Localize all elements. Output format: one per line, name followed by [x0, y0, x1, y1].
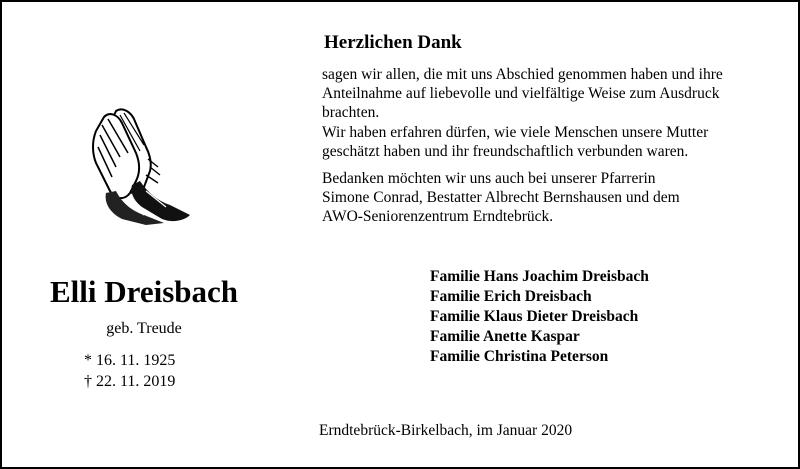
text-line: Anteilnahme auf liebevolle und vielfältige Weise zum Ausdruck [322, 85, 720, 102]
families-list [430, 267, 649, 367]
text-line: sagen wir allen, die mit uns Abschied genommen haben und ihre [322, 66, 723, 83]
text-line: AWO-Seniorenzentrum Erndtebrück. [322, 208, 554, 225]
deceased-name: Elli Dreisbach [49, 274, 239, 309]
family-item: Familie Hans Joachim Dreisbach [430, 268, 649, 285]
place-and-date: Erndtebrück-Birkelbach, im Januar 2020 [319, 422, 573, 439]
life-dates [84, 350, 175, 392]
thanks-paragraph-2 [322, 123, 792, 161]
family-item: Familie Christina Peterson [430, 348, 609, 365]
text-line: Simone Conrad, Bestatter Albrecht Bernshausen und dem [322, 189, 680, 206]
birth-date: * 16. 11. 1925 [84, 352, 176, 369]
notice-heading: Herzlichen Dank [324, 32, 462, 53]
text-line: brachten. [322, 104, 380, 121]
thanks-paragraph-1 [322, 65, 792, 122]
family-item: Familie Erich Dreisbach [430, 288, 592, 305]
birth-name: geb. Treude [106, 320, 182, 337]
death-date: † 22. 11. 2019 [84, 373, 176, 390]
text-line: Wir haben erfahren dürfen, wie viele Menschen unsere Mutter [322, 124, 709, 141]
text-line: geschätzt haben und ihr freundschaftlich verbunden waren. [322, 143, 689, 160]
praying-hands-icon [86, 107, 196, 225]
thanks-paragraph-3 [322, 169, 792, 226]
text-line: Bedanken möchten wir uns auch bei unserer Pfarrerin [322, 170, 656, 187]
family-item: Familie Anette Kaspar [430, 328, 580, 345]
family-item: Familie Klaus Dieter Dreisbach [430, 308, 639, 325]
